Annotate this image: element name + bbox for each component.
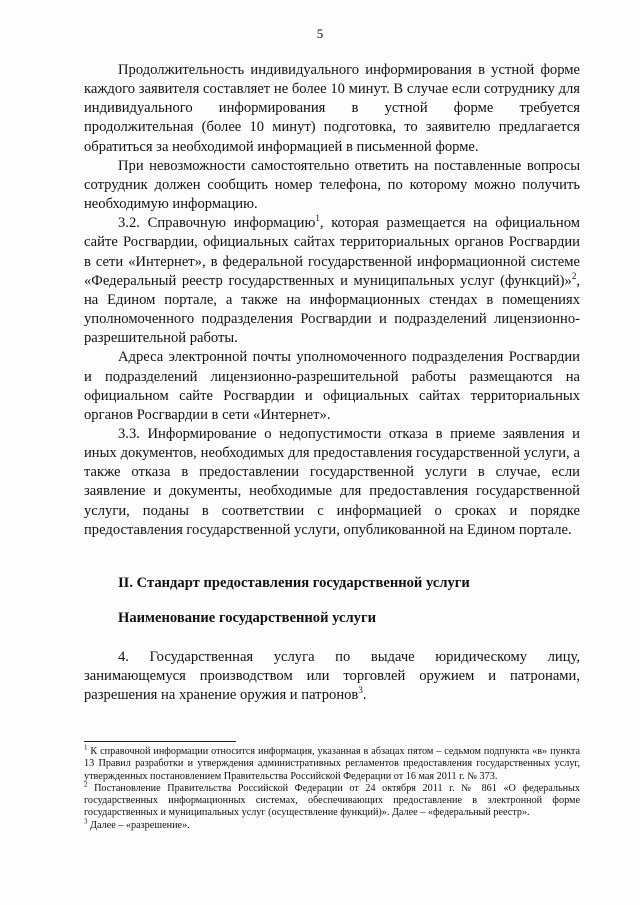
footnotes (84, 743, 580, 832)
footnote-text: Постановление Правительства Российской Федерации от 24 октября 2011 г. № 861 «О федеральных государственных информационных системах, обеспечивающих предоставление в электронной форме государственных и муниципальных услуг (осуществление функций)». Далее – «федеральный реестр». (84, 782, 580, 819)
paragraph-text: 4. Государственная услуга по выдаче юридическому лицу, занимающемуся производством или торговлей оружием и патронами, разрешения на хранение оружия и патронов (84, 649, 580, 704)
paragraph-email-addresses: Адреса электронной почты уполномоченного подразделения Росгвардии и подразделений лицензионно-разрешительной работы размещаются на официальном сайте Росгвардии и официальных сайтах территориальных органов Росгвардии в сети «Интернет». (84, 349, 580, 423)
footnote-number: 3 (84, 817, 88, 826)
paragraph-oral-info-duration: Продолжительность индивидуального информирования в устной форме каждого заявителя составляет не более 10 минут. В случае если сотруднику для индивидуального информирования в устной форме требуется продолжительная (более 10 минут) подготовка, то заявителю предлагается обратиться за необходимой информацией в письменной форме. (84, 62, 580, 155)
subheading-service-name: Наименование государственной услуги (118, 610, 376, 626)
footnote-ref[interactable]: 3 (358, 685, 363, 696)
footnote-divider (84, 741, 236, 742)
paragraph-reference-info (84, 214, 580, 348)
footnote (84, 817, 580, 832)
footnote-number: 1 (84, 743, 88, 752)
footnote-ref[interactable]: 1 (315, 213, 320, 224)
footnote-number: 2 (84, 780, 88, 789)
footnote-text: Далее – «разрешение». (87, 819, 190, 831)
footnote-text: К справочной информации относится информация, указанная в абзацах пятом – седьмом подпункта «в» пункта 13 Правил разработки и утверждения административных регламентов предоставления государственных услуг, утвержденных постановлением Правительства Российской Федерации от 16 мая 2011 г. № 373. (84, 746, 580, 782)
paragraph-refusal-info: 3.3. Информирование о недопустимости отказа в приеме заявления и иных документов, необходимых для предоставления государственной услуги, а также отказа в предоставлении государственной услуги в случае, если заявление и документы, необходимые для предоставления государственной услуги, поданы в соответствии с информацией о сроках и порядке предоставления государственной услуги, опубликованной на Едином портале. (84, 425, 580, 538)
page-number: 5 (316, 26, 324, 41)
document-body (84, 61, 580, 540)
paragraph-text: 3.2. Справочную информацию (118, 215, 316, 232)
paragraph-phone-number: При невозможности самостоятельно ответить на поставленные вопросы сотрудник должен сообщить номер телефона, по которому можно получить необходимую информацию. (84, 157, 580, 213)
footnote-ref[interactable]: 2 (571, 270, 577, 281)
paragraph-text: , на Едином портале, а также на информационных стендах в помещениях уполномоченного подразделения Росгвардии и подразделений лицензионно-разрешительной работы. (84, 272, 580, 347)
footnote (84, 780, 580, 820)
footnote (84, 743, 580, 783)
section-heading: II. Стандарт предоставления государственной услуги (118, 575, 470, 591)
paragraph-service-definition (84, 648, 580, 705)
paragraph-text: , которая размещается на официальном сайте Росгвардии, официальных сайтах территориальных органов Росгвардии в сети «Интернет», в федеральной государственной информационной системе «Федеральный реестр государственных и муниципальных услуг (функций)» (84, 215, 580, 289)
paragraph-text: . (362, 687, 367, 704)
